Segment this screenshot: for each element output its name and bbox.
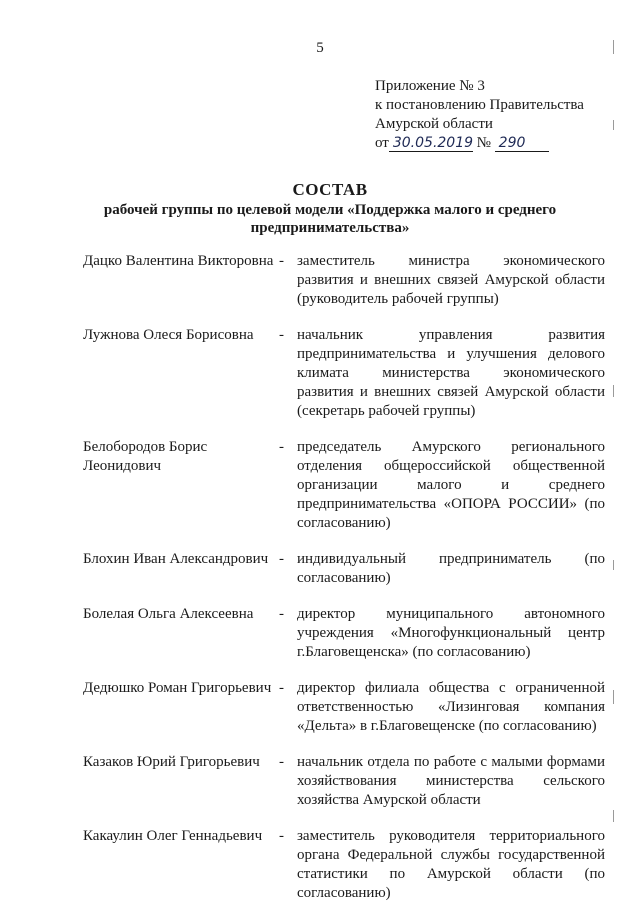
from-prefix: от xyxy=(375,135,389,151)
member-row xyxy=(83,550,605,588)
title-block xyxy=(60,180,600,237)
handwritten-date: 30.05.2019 xyxy=(389,136,473,152)
member-name: Какаулин Олег Геннадьевич xyxy=(83,828,263,844)
member-row xyxy=(83,252,605,309)
member-name: Белобородов Борис Леонидович xyxy=(83,439,208,474)
page-number: 5 xyxy=(316,40,324,56)
member-dash: - xyxy=(279,828,284,844)
member-role: директор филиала общества с ограниченной ответственностью «Лизинговая компания «Дельта» в г.Благовещенске (по согласованию) xyxy=(297,680,605,734)
member-role: индивидуальный предприниматель (по согласованию) xyxy=(297,551,605,586)
member-name: Казаков Юрий Григорьевич xyxy=(83,754,260,770)
appendix-block xyxy=(375,77,584,153)
member-name: Дедюшко Роман Григорьевич xyxy=(83,680,272,696)
member-role: начальник отдела по работе с малыми формами хозяйствования министерства сельского хозяйства Амурской области xyxy=(297,754,605,808)
member-dash: - xyxy=(279,327,284,343)
appendix-line-1: Приложение № 3 xyxy=(375,78,485,94)
document-title: СОСТАВ xyxy=(292,180,368,199)
member-dash: - xyxy=(279,439,284,455)
member-role: председатель Амурского регионального отделения общероссийской общественной организации малого и среднего предпринимательства «ОПОРА РОССИИ» (по согласованию) xyxy=(297,439,605,531)
member-role: директор муниципального автономного учреждения «Многофункциональный центр г.Благовещенска» (по согласованию) xyxy=(297,606,605,660)
member-row xyxy=(83,605,605,662)
scan-edge-mark xyxy=(613,690,614,704)
appendix-date-line xyxy=(375,134,584,153)
member-row xyxy=(83,438,605,533)
member-dash: - xyxy=(279,551,284,567)
member-role: начальник управления развития предпринимательства и улучшения делового климата министерства экономического развития и внешних связей Амурской области (секретарь рабочей группы) xyxy=(297,327,605,419)
scan-edge-mark xyxy=(613,120,614,130)
member-row xyxy=(83,679,605,736)
member-dash: - xyxy=(279,253,284,269)
appendix-line-2: к постановлению Правительства xyxy=(375,97,584,113)
member-dash: - xyxy=(279,754,284,770)
scan-edge-mark xyxy=(613,385,614,397)
handwritten-number: 290 xyxy=(495,136,549,152)
member-dash: - xyxy=(279,606,284,622)
scan-edge-mark xyxy=(613,810,614,822)
member-name: Дацко Валентина Викторовна xyxy=(83,253,274,269)
scan-edge-mark xyxy=(613,40,614,54)
member-name: Болелая Ольга Алексеевна xyxy=(83,606,254,622)
member-name: Лужнова Олеся Борисовна xyxy=(83,327,254,343)
member-row xyxy=(83,326,605,421)
document-subtitle: рабочей группы по целевой модели «Поддержка малого и среднего предпринимательства» xyxy=(103,202,557,236)
member-name: Блохин Иван Александрович xyxy=(83,551,269,567)
member-role: заместитель руководителя территориального органа Федеральной службы государственной статистики по Амурской области (по согласованию) xyxy=(297,828,605,901)
scan-edge-mark xyxy=(613,560,614,570)
number-prefix: № xyxy=(476,135,491,151)
members-list xyxy=(83,252,605,920)
appendix-line-3: Амурской области xyxy=(375,116,493,132)
member-row xyxy=(83,753,605,810)
member-row xyxy=(83,827,605,903)
member-role: заместитель министра экономического развития и внешних связей Амурской области (руководитель рабочей группы) xyxy=(297,253,605,307)
member-dash: - xyxy=(279,680,284,696)
